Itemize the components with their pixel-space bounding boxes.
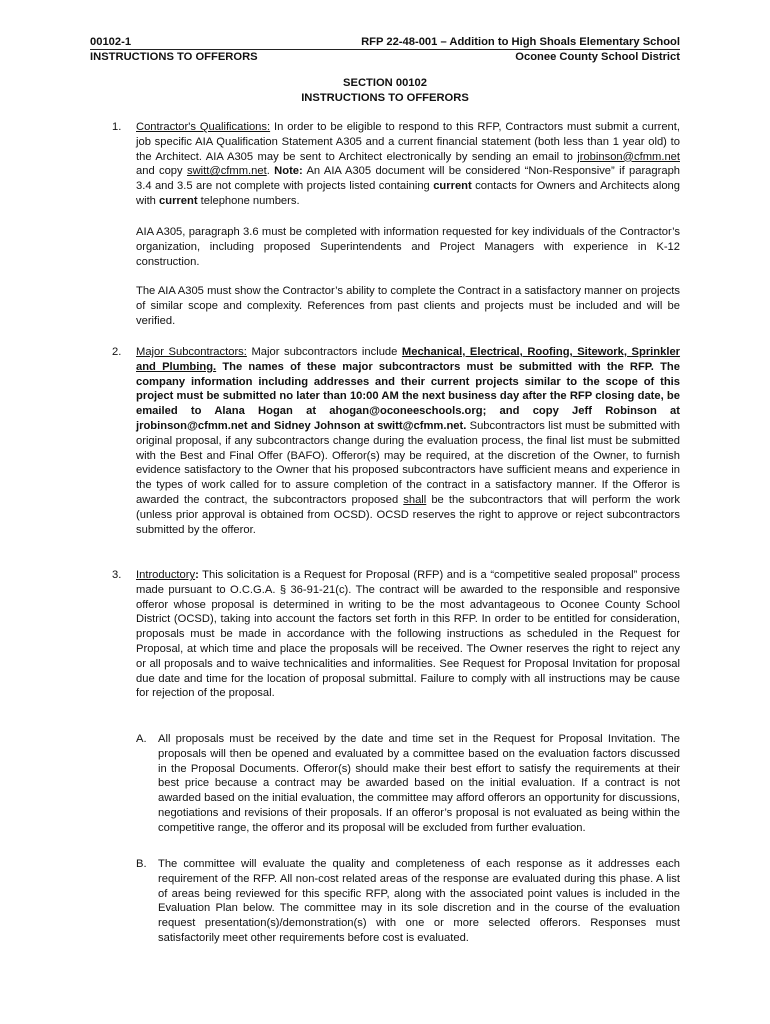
email-link-switt[interactable]: switt@cfmm.net [186, 165, 267, 178]
item-2-heading: Major Subcontractors: [136, 346, 247, 358]
note-label: Note: [274, 165, 303, 178]
section-subtitle: INSTRUCTIONS TO OFFERORS [301, 92, 469, 104]
item-3-number: 3. [112, 569, 122, 581]
item-1-paragraph-3: The AIA A305 must show the Contractor’s ability to complete the Contract in a satisfactory manner on projects of similar scope and complexity. References from past clients and projects must be included and will be verified. [136, 285, 680, 327]
emphasis-current: current [433, 180, 472, 193]
emphasis-shall: shall [403, 493, 427, 506]
item-2-paragraph: Major Subcontractors: Major subcontractors include Mechanical, Electrical, Roofing, Sitework, Sprinkler and Plumbing. The names of these major subcontractors must be submitted with the RFP. The company information including addresses and their current projects similar to the scope of this project must be submitted no later than 10:00 AM the next business day after the RFP closing date, be emailed to Alana Hogan at ahogan@oconeeschools.org; and copy Jeff Robinson at jrobinson@cfmm.net and Sidney Johnson at switt@cfmm.net. Subcontractors list must be submitted with original proposal, if any subcontractors change during the evaluation process, the final list must be submitted with the Best and Final Offer (BAFO). Offeror(s) may be required, at the discretion of the Owner, to furnish evidence satisfactory to the Owner that his proposed subcontractors have sufficient means and experience in the types of work called for to assure completion of the contract in a satisfactory manner. If the Offeror is awarded the contract, the subcontractors proposed shall be the subcontractors that will perform the work (unless prior approval is obtained from OCSD). OCSD reserves the right to approve or reject subcontractors submitted by the offeror. [136, 346, 681, 536]
item-1-paragraph-1: Contractor's Qualifications: In order to be eligible to respond to this RFP, Contractors must submit a current, job specific AIA Qualification Statement A305 and a current financial statement (both less than 1 year old) to the Architect. AIA A305 may be sent to Architect electronically by sending an email to jrobinson@cfmm.net and copy switt@cfmm.net. Note: An AIA A305 document will be considered “Non-Responsive” if paragraph 3.4 and 3.5 are not complete with projects listed containing current contacts for Owners and Architects along with current telephone numbers. [136, 121, 681, 207]
item-1-paragraph-2: AIA A305, paragraph 3.6 must be completed with information requested for key individuals of the Contractor’s organization, including proposed Superintendents and Project Managers with experience in K-12 construction. [136, 226, 680, 268]
header-divider [90, 49, 680, 50]
subitem-a-letter: A. [136, 733, 147, 745]
section-title: SECTION 00102 [343, 77, 427, 89]
rfp-title: RFP 22-48-001 – Addition to High Shoals Elementary School [361, 36, 680, 48]
emphasis-current: current [159, 194, 198, 207]
subitem-b-letter: B. [136, 858, 147, 870]
item-1-number: 1. [112, 121, 122, 133]
subitem-a-paragraph: All proposals must be received by the date and time set in the Request for Proposal Invitation. The proposals will then be opened and evaluated by a committee based on the evaluation factors discussed in the Proposal Documents. Offeror(s) should make their best effort to satisfy the requirements at their best price because a contract may be awarded based on the initial evaluation. If a contract is not awarded based on the initial evaluation, the committee may afford offerors an opportunity for discussions, negotiations and revisions of their proposals. If an offeror’s proposal is not evaluated as being within the competitive range, the offeror and its proposal will be excluded from further evaluation. [158, 733, 680, 834]
item-3-paragraph: Introductory: This solicitation is a Request for Proposal (RFP) and is a “competitive sealed proposal” process made pursuant to O.C.G.A. § 36-91-21(c). The contract will be awarded to the responsible and responsive offeror whose proposal is determined in writing to be the most advantageous to Oconee County School District (OCSD), taking into account the factors set forth in this RFP. In order to be entitled for consideration, proposals must be made in accordance with the following instructions as scheduled in the Request for Proposal, at which time and place the proposals will be received. The Owner reserves the right to reject any or all proposals and to waive technicalities and informalities. See Request for Proposal Invitation for proposal due date and time for the location of proposal submittal. Failure to comply with all instructions may be cause for rejection of the proposal. [136, 569, 680, 700]
item-3-heading: Introductory [136, 569, 196, 581]
header-section-label: INSTRUCTIONS TO OFFERORS [90, 51, 258, 63]
major-trades-list: Mechanical, Electrical, Roofing, Sitework, Sprinkler and Plumbing. [136, 346, 681, 373]
subitem-b-paragraph: The committee will evaluate the quality and completeness of each response as it addresses each requirement of the RFP. All non-cost related areas of the response are evaluated during this phase. A list of areas being reviewed for this specific RFP, along with the associated point values is included in the Evaluation Plan below. The committee may in its sole discretion and in the course of the evaluation request presentation(s)/demonstration(s) with one or more selected offerors. Responses must satisfactorily meet other requirements before cost is evaluated. [158, 858, 680, 944]
submission-requirements: The names of these major subcontractors must be submitted with the RFP. The company information including addresses and their current projects similar to the scope of this project must be submitted no later than 10:00 AM the next business day after the RFP closing date, be emailed to Alana Hogan at ahogan@oconeeschools.org; and copy Jeff Robinson at jrobinson@cfmm.net and Sidney Johnson at switt@cfmm.net. [136, 360, 680, 432]
item-1-heading: Contractor's Qualifications: [136, 121, 271, 133]
email-link-jrobinson[interactable]: jrobinson@cfmm.net [577, 150, 680, 163]
item-2-number: 2. [112, 346, 122, 358]
doc-number: 00102-1 [90, 36, 132, 48]
district-name: Oconee County School District [515, 51, 680, 63]
